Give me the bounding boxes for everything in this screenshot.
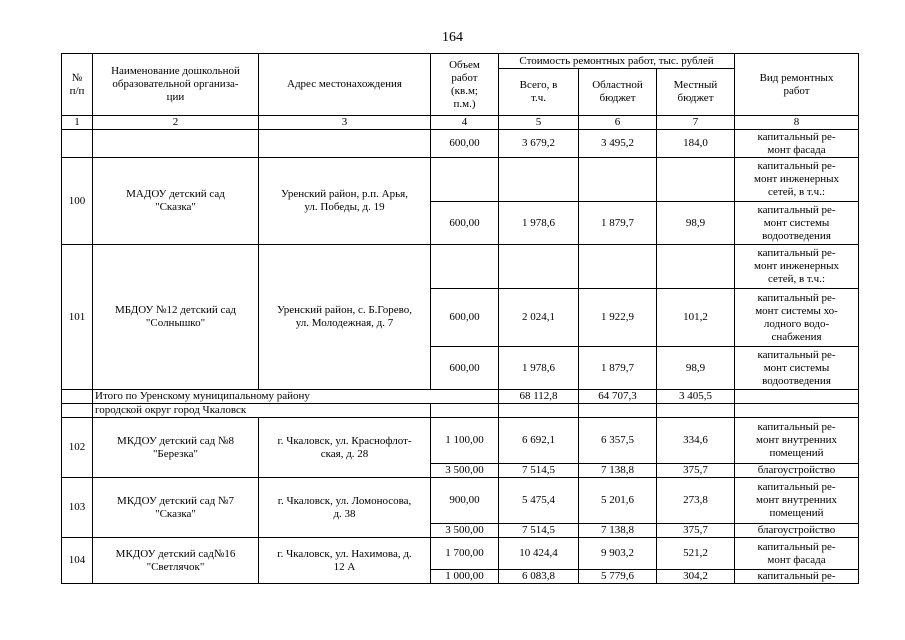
- cell-kind: капитальный ре-: [735, 570, 859, 584]
- cell-kind: капитальный ре- монт системы хо- лодного водо- снабжения: [735, 289, 859, 347]
- cell-regional: [579, 404, 657, 418]
- header-name: Наименование дошкольной образовательной организа- ции: [93, 54, 259, 116]
- cell-volume: 900,00: [431, 478, 499, 524]
- cell-num: 103: [62, 478, 93, 538]
- cell-num: [62, 404, 93, 418]
- cell-name: МКДОУ детский сад№16 "Светлячок": [93, 538, 259, 584]
- cell-total: 7 514,5: [499, 464, 579, 478]
- cell-local: 334,6: [657, 418, 735, 464]
- cell-volume: 3 500,00: [431, 464, 499, 478]
- cell-regional: 7 138,8: [579, 464, 657, 478]
- cell-kind: капитальный ре- монт фасада: [735, 538, 859, 570]
- cell-total: 3 679,2: [499, 130, 579, 158]
- header-kind: Вид ремонтных работ: [735, 54, 859, 116]
- cell-total: [499, 158, 579, 202]
- cell-regional: 9 903,2: [579, 538, 657, 570]
- repair-works-table: [61, 53, 859, 584]
- cell-total: 6 692,1: [499, 418, 579, 464]
- cell-total: 2 024,1: [499, 289, 579, 347]
- col-number: 6: [579, 116, 657, 130]
- cell-kind: капитальный ре- монт внутренних помещений: [735, 418, 859, 464]
- cell-local: [657, 404, 735, 418]
- cell-volume: 600,00: [431, 130, 499, 158]
- subtotal-label: Итого по Уренскому муниципальному району: [93, 390, 499, 404]
- cell-address: Уренский район, с. Б.Горево, ул. Молодежная, д. 7: [259, 245, 431, 390]
- header-row: [62, 54, 859, 69]
- cell-volume: 1 700,00: [431, 538, 499, 570]
- cell-kind: капитальный ре- монт инженерных сетей, в т.ч.:: [735, 245, 859, 289]
- col-number: 5: [499, 116, 579, 130]
- cell-address: г. Чкаловск, ул. Краснофлот- ская, д. 28: [259, 418, 431, 478]
- col-number: 3: [259, 116, 431, 130]
- cell-volume: 600,00: [431, 289, 499, 347]
- subtotal-total: 68 112,8: [499, 390, 579, 404]
- cell-local: 304,2: [657, 570, 735, 584]
- cell-address: г. Чкаловск, ул. Ломоносова, д. 38: [259, 478, 431, 538]
- cell-total: [499, 245, 579, 289]
- section-row: [62, 404, 859, 418]
- col-number: 1: [62, 116, 93, 130]
- cell-volume: 600,00: [431, 202, 499, 245]
- cell-regional: [579, 158, 657, 202]
- column-numbers-row: [62, 116, 859, 130]
- cell-num: 102: [62, 418, 93, 478]
- cell-volume: 1 100,00: [431, 418, 499, 464]
- col-number: 4: [431, 116, 499, 130]
- cell-address: г. Чкаловск, ул. Нахимова, д. 12 А: [259, 538, 431, 584]
- cell-volume: [431, 404, 499, 418]
- cell-volume: [431, 245, 499, 289]
- table-row: [62, 538, 859, 570]
- cell-volume: 3 500,00: [431, 524, 499, 538]
- cell-regional: [579, 245, 657, 289]
- cell-total: 6 083,8: [499, 570, 579, 584]
- cell-kind: капитальный ре- монт системы водоотведения: [735, 347, 859, 390]
- cell-address: Уренский район, р.п. Арья, ул. Победы, д. 19: [259, 158, 431, 245]
- cell-regional: 1 879,7: [579, 202, 657, 245]
- cell-name: МКДОУ детский сад №8 "Березка": [93, 418, 259, 478]
- cell-local: 184,0: [657, 130, 735, 158]
- cell-total: 1 978,6: [499, 347, 579, 390]
- header-address: Адрес местонахождения: [259, 54, 431, 116]
- cell-regional: 6 357,5: [579, 418, 657, 464]
- header-num: № п/п: [62, 54, 93, 116]
- table-row: [62, 478, 859, 524]
- cell-volume: 600,00: [431, 347, 499, 390]
- cell-local: 98,9: [657, 347, 735, 390]
- cell-local: 375,7: [657, 464, 735, 478]
- header-regional: Областной бюджет: [579, 69, 657, 116]
- cell-name: [93, 130, 259, 158]
- subtotal-row: [62, 390, 859, 404]
- cell-num: 101: [62, 245, 93, 390]
- cell-total: 7 514,5: [499, 524, 579, 538]
- cell-regional: 1 922,9: [579, 289, 657, 347]
- section-label: городской округ город Чкаловск: [93, 404, 431, 418]
- cell-name: МАДОУ детский сад "Сказка": [93, 158, 259, 245]
- cell-local: 98,9: [657, 202, 735, 245]
- cell-total: 1 978,6: [499, 202, 579, 245]
- cell-regional: 3 495,2: [579, 130, 657, 158]
- cell-kind: капитальный ре- монт фасада: [735, 130, 859, 158]
- header-volume: Объем работ (кв.м; п.м.): [431, 54, 499, 116]
- cell-kind: благоустройство: [735, 524, 859, 538]
- cell-num: [62, 390, 93, 404]
- col-number: 7: [657, 116, 735, 130]
- cell-total: 5 475,4: [499, 478, 579, 524]
- cell-address: [259, 130, 431, 158]
- cell-total: [499, 404, 579, 418]
- cell-kind: капитальный ре- монт инженерных сетей, в т.ч.:: [735, 158, 859, 202]
- cell-name: МКДОУ детский сад №7 "Сказка": [93, 478, 259, 538]
- col-number: 8: [735, 116, 859, 130]
- header-local: Местный бюджет: [657, 69, 735, 116]
- cell-num: 104: [62, 538, 93, 584]
- cell-regional: 5 779,6: [579, 570, 657, 584]
- cell-volume: 1 000,00: [431, 570, 499, 584]
- cell-local: 101,2: [657, 289, 735, 347]
- cell-kind: [735, 404, 859, 418]
- table-row: [62, 130, 859, 158]
- page-number: 164: [442, 30, 463, 45]
- cell-local: [657, 158, 735, 202]
- table-row: [62, 245, 859, 289]
- header-total: Всего, в т.ч.: [499, 69, 579, 116]
- cell-local: 375,7: [657, 524, 735, 538]
- cell-kind: благоустройство: [735, 464, 859, 478]
- col-number: 2: [93, 116, 259, 130]
- subtotal-local: 3 405,5: [657, 390, 735, 404]
- cell-kind: [735, 390, 859, 404]
- cell-name: МБДОУ №12 детский сад "Солнышко": [93, 245, 259, 390]
- cell-total: 10 424,4: [499, 538, 579, 570]
- header-cost-group: Стоимость ремонтных работ, тыс. рублей: [499, 54, 735, 69]
- table-row: [62, 158, 859, 202]
- cell-regional: 1 879,7: [579, 347, 657, 390]
- cell-num: 100: [62, 158, 93, 245]
- cell-local: 273,8: [657, 478, 735, 524]
- cell-local: 521,2: [657, 538, 735, 570]
- table-row: [62, 418, 859, 464]
- cell-regional: 5 201,6: [579, 478, 657, 524]
- subtotal-regional: 64 707,3: [579, 390, 657, 404]
- cell-num: [62, 130, 93, 158]
- cell-volume: [431, 158, 499, 202]
- cell-regional: 7 138,8: [579, 524, 657, 538]
- cell-kind: капитальный ре- монт системы водоотведения: [735, 202, 859, 245]
- cell-local: [657, 245, 735, 289]
- cell-kind: капитальный ре- монт внутренних помещений: [735, 478, 859, 524]
